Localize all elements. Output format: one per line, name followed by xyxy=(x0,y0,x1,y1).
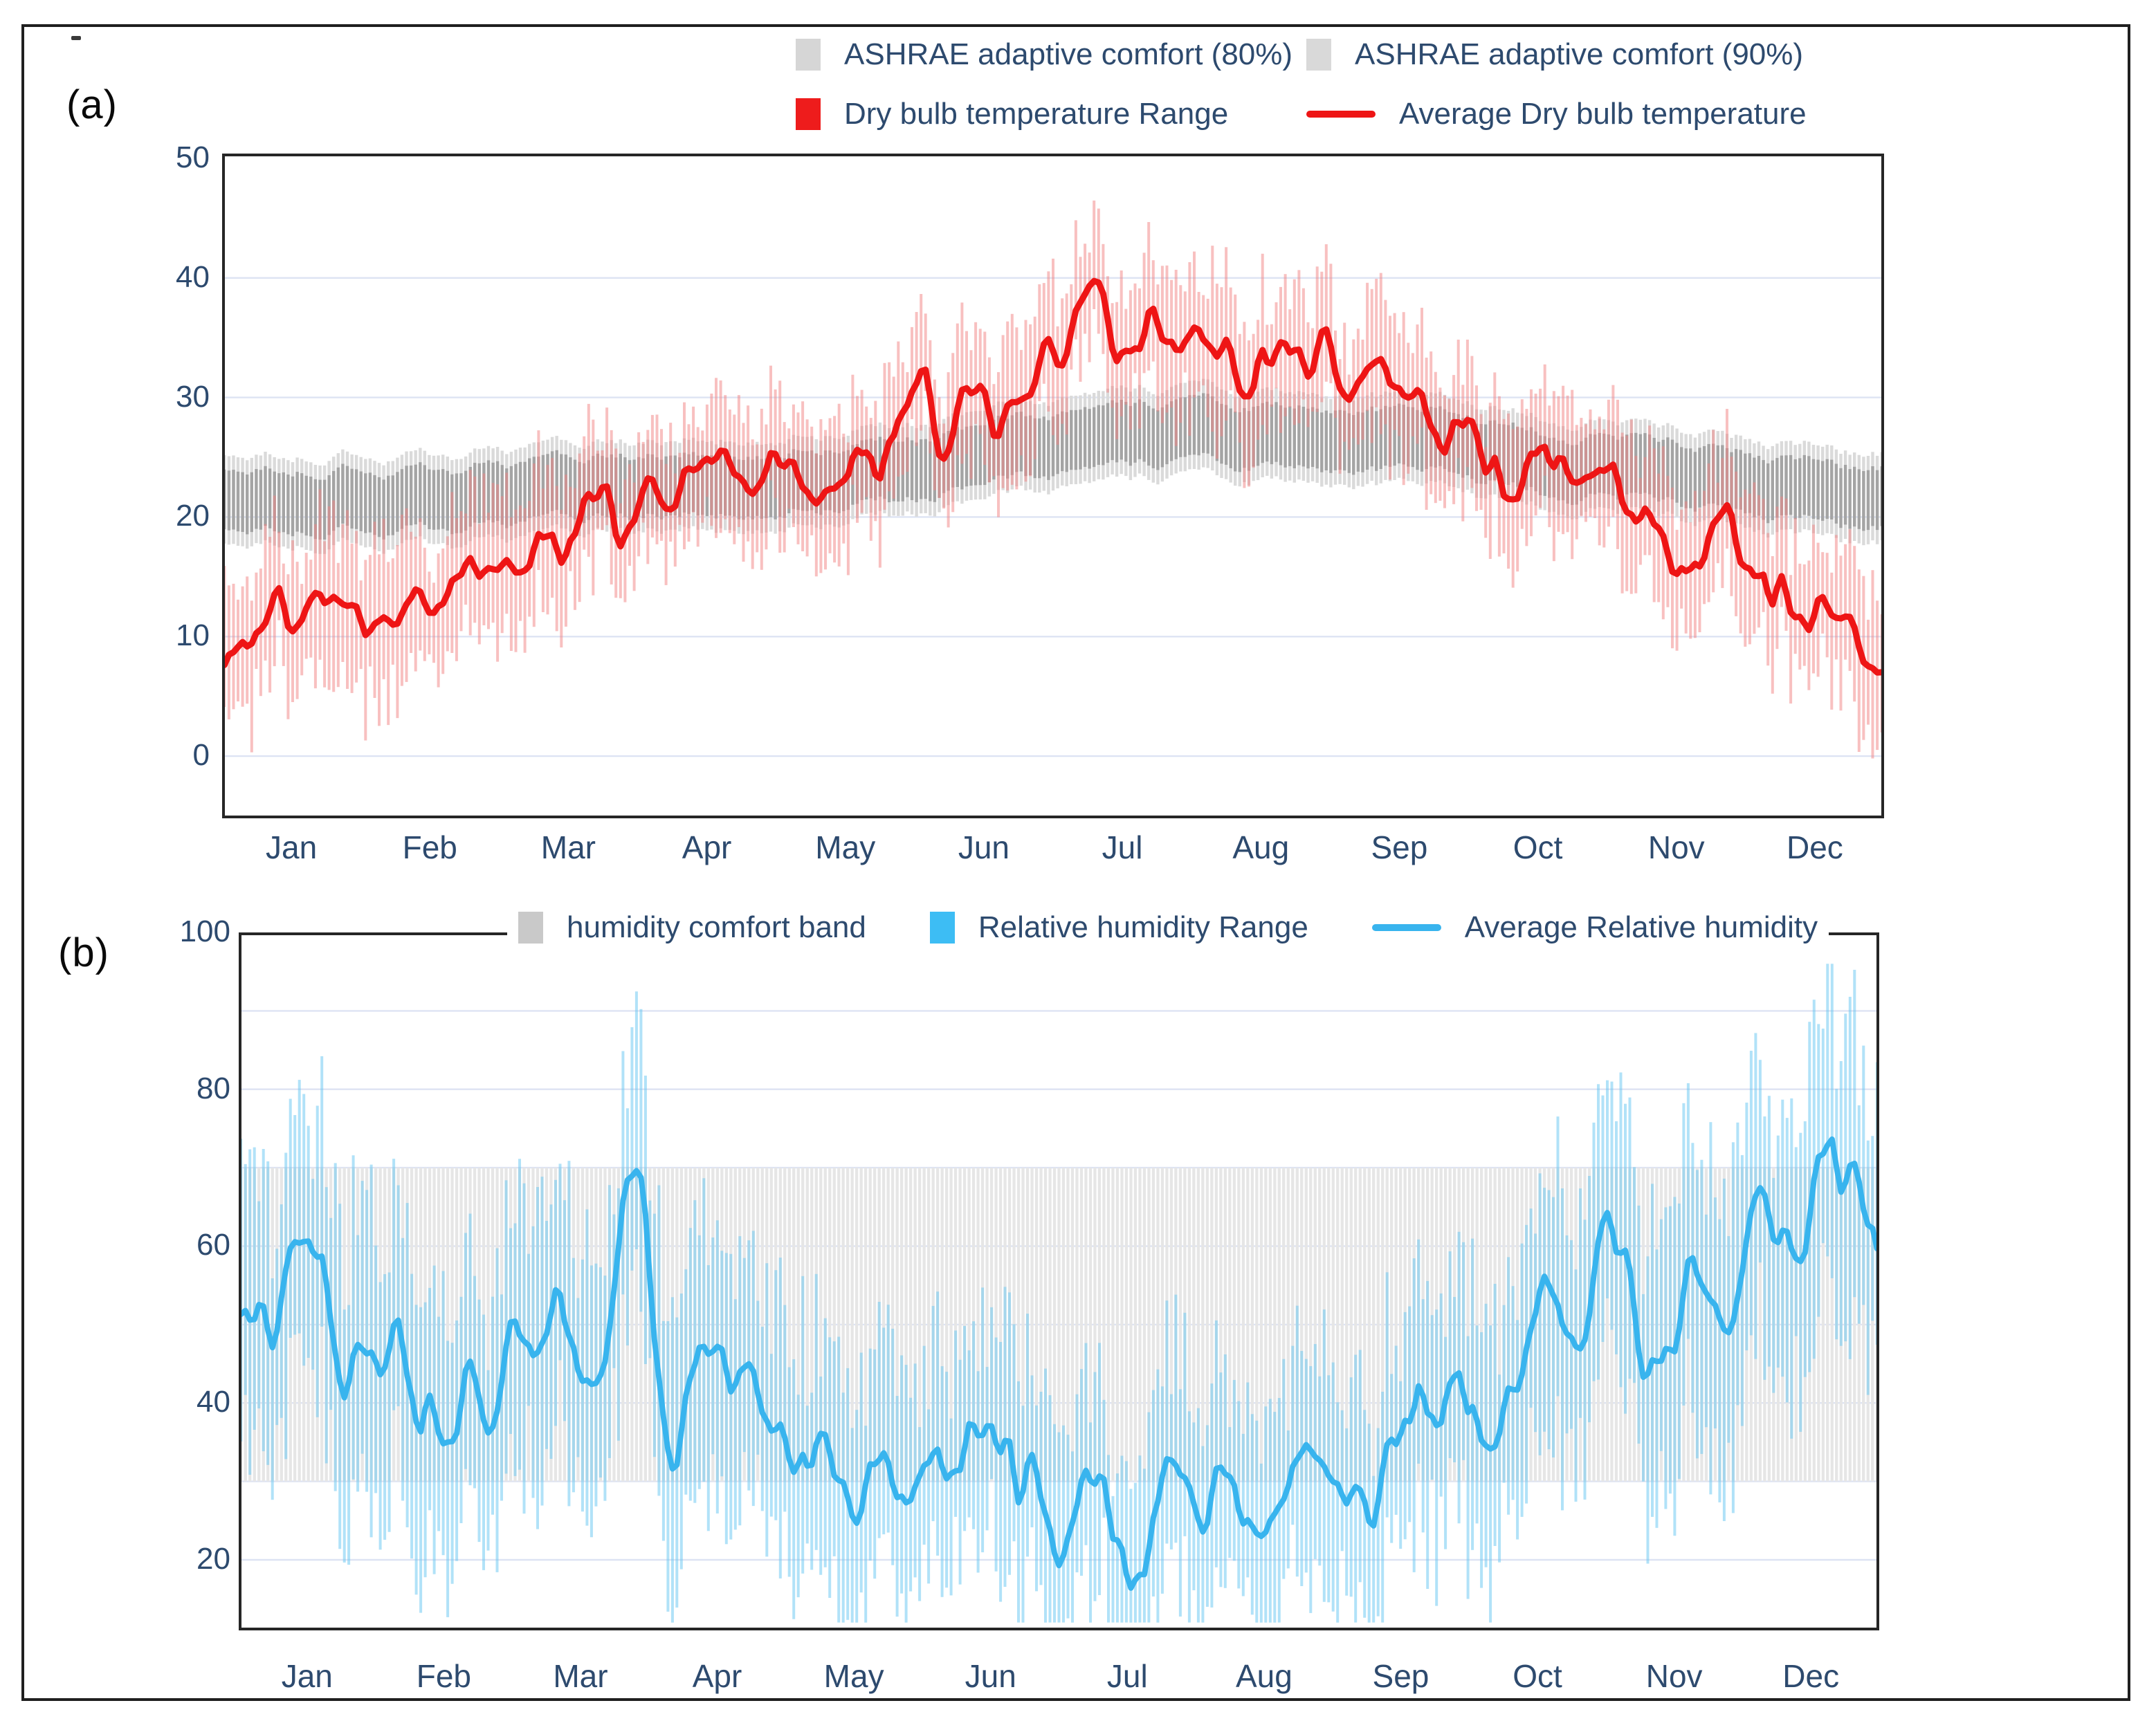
month-label: Jan xyxy=(281,1658,333,1694)
legend-item-ashrae-90 xyxy=(1306,37,1807,72)
legend-label: ASHRAE adaptive comfort (80%) xyxy=(844,37,1293,71)
month-label: Oct xyxy=(1513,1658,1562,1694)
blue-square-swatch xyxy=(930,912,955,944)
month-label: Nov xyxy=(1647,829,1705,865)
legend-label: Relative humidity Range xyxy=(978,910,1308,944)
y-tick-label: 20 xyxy=(176,499,210,533)
humidity-plot xyxy=(239,932,1879,1630)
month-label: Mar xyxy=(553,1658,608,1694)
legend-item-humidity-range xyxy=(930,910,1308,945)
month-label: Aug xyxy=(1232,829,1290,865)
legend-humidity xyxy=(507,906,1829,949)
month-label: Feb xyxy=(416,1658,471,1694)
y-tick-label: 30 xyxy=(176,379,210,414)
y-tick-label: 0 xyxy=(192,738,210,773)
month-label: Jun xyxy=(965,1658,1016,1694)
panel-a-label: (a) xyxy=(66,82,118,127)
legend-item-humidity-average xyxy=(1372,910,1818,945)
legend-item-humidity-band xyxy=(518,910,866,945)
y-tick-label: 20 xyxy=(197,1541,230,1576)
month-label: Apr xyxy=(692,1658,742,1694)
red-square-swatch xyxy=(796,98,821,130)
temperature-plot xyxy=(222,154,1884,818)
month-label: Sep xyxy=(1371,829,1428,865)
gray-band-swatch xyxy=(796,39,821,71)
month-label: Jun xyxy=(958,829,1010,865)
legend-label: Dry bulb temperature Range xyxy=(844,97,1229,131)
y-tick-label: 60 xyxy=(197,1228,230,1262)
month-label: Dec xyxy=(1787,829,1843,865)
y-tick-label: 100 xyxy=(179,914,230,948)
month-label: Jul xyxy=(1106,1658,1148,1694)
legend-item-temp-average xyxy=(1306,97,1807,131)
legend-item-ashrae-80 xyxy=(796,37,1293,72)
month-label: Aug xyxy=(1235,1658,1292,1694)
legend-label: Average Dry bulb temperature xyxy=(1399,97,1807,131)
month-label: Apr xyxy=(682,829,732,865)
legend-label: Average Relative humidity xyxy=(1464,910,1818,944)
gray-band-swatch xyxy=(518,912,543,944)
y-tick-label: 50 xyxy=(176,140,210,174)
month-label: May xyxy=(815,829,876,865)
y-tick-label: 40 xyxy=(197,1385,230,1419)
legend-item-temp-range xyxy=(796,97,1288,131)
panel-b-label: (b) xyxy=(58,930,109,975)
month-label: Oct xyxy=(1513,829,1563,865)
month-label: Nov xyxy=(1645,1658,1703,1694)
legend-temperature xyxy=(796,37,1807,131)
y-tick-label: 40 xyxy=(176,259,210,294)
gray-band-swatch xyxy=(1306,39,1331,71)
month-label: Dec xyxy=(1782,1658,1840,1694)
legend-label: ASHRAE adaptive comfort (90%) xyxy=(1355,37,1804,71)
y-tick-label: 10 xyxy=(176,618,210,653)
stray-dash-mark xyxy=(71,36,81,40)
month-label: Mar xyxy=(540,829,596,865)
blue-line-swatch xyxy=(1372,924,1441,931)
red-line-swatch xyxy=(1306,111,1376,118)
month-label: Sep xyxy=(1372,1658,1429,1694)
month-label: Jan xyxy=(265,829,318,865)
month-label: Feb xyxy=(402,829,457,865)
month-label: Jul xyxy=(1102,829,1143,865)
legend-label: humidity comfort band xyxy=(567,910,866,944)
y-tick-label: 80 xyxy=(197,1071,230,1105)
month-label: May xyxy=(823,1658,884,1694)
